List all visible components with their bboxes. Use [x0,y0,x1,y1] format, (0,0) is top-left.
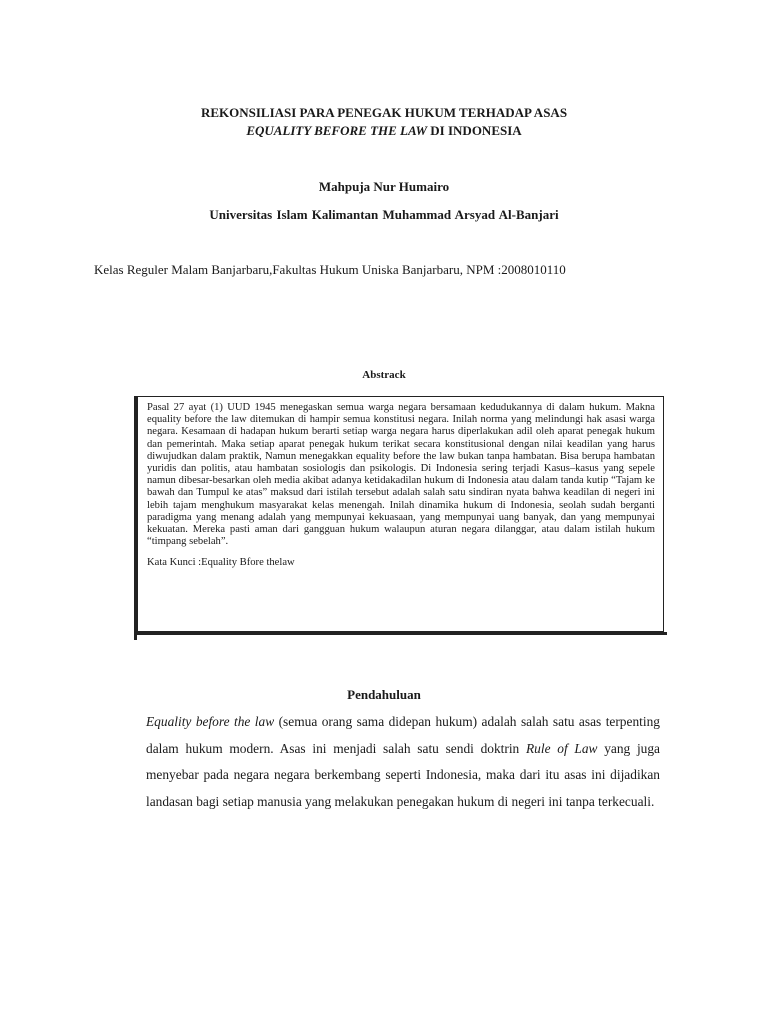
intro-italic-mid: Rule of Law [525,740,598,756]
paper-title-line1: REKONSILIASI PARA PENEGAK HUKUM TERHADAP ASAS [200,105,568,120]
paper-title-line2 [0,123,768,139]
abstract-heading: Abstrack [362,369,406,381]
introduction-paragraph [146,709,660,815]
author-affiliation: Universitas Islam Kalimantan Muhammad Arsyad Al-Banjari [209,207,559,222]
author-name: Mahpuja Nur Humairo [318,179,450,194]
intro-italic-start: Equality before the law [146,714,275,729]
title-italic-phrase: EQUALITY BEFORE THE LAW [246,123,428,138]
abstract-box [137,396,664,632]
intro-text-2: yang juga menyebar pada negara negara berkembang seperti Indonesia, maka dari itu asas ini dijadikan landasan bagi setiap manusia yang melakukan penegakan hukum di negeri ini tanpa terkecuali. [146,740,660,809]
abstract-shadow-bottom [134,632,667,635]
section-heading-introduction: Pendahuluan [347,687,421,702]
abstract-text: Pasal 27 ayat (1) UUD 1945 menegaskan semua warga negara bersamaan kedudukannya di dalam hukum. Makna equality before the law ditemukan di hampir semua konstitusi negara. Inilah norma yang melindungi hak asasi warga negara. Kesamaan di hadapan hukum berarti setiap warga negara harus diperlakukan adil oleh aparat penegak hukum dan pemerintah. Maka setiap aparat penegak hukum terikat secara konstitusional dengan nilai keadilan yang harus diwujudkan dalam praktik, Namun menegakkan equality before the law bukan tanpa hambatan. Bisa berupa hambatan yuridis dan politis, atau hambatan sosiologis dan psikologis. Di Indonesia sering terjadi Kasus–kasus yang sepele namun dibesar-besarkan oleh media akibat adanya ketidakadilan hukum di Indonesia atau dalam tanda kutip “Tajam ke bawah dan Tumpul ke atas” maksud dari istilah tersebut adalah salah satu sindiran nyata bahwa keadilan di negeri ini lebih tajam menghukum masyarakat kelas menengah. Inilah dinamika hukum di Indonesia, seolah sudah berganti paradigma yang menang adalah yang mempunyai kekuasaan, yang mempunyai uang banyak, dan yang mempunyai kekuatan. Mereka pasti aman dari gangguan hukum walaupun aturan negara dilanggar, atau dalam istilah hukum “timpang sebelah”. [147,402,655,548]
title-rest: DI INDONESIA [427,123,522,138]
abstract-keywords: Kata Kunci :Equality Bfore thelaw [147,557,295,569]
class-info: Kelas Reguler Malam Banjarbaru,Fakultas Hukum Uniska Banjarbaru, NPM :2008010110 [94,262,566,277]
intro-text-1: (semua orang sama didepan hukum) adalah salah satu asas terpenting dalam hukum modern. Asas ini menjadi salah satu sendi doktrin [146,714,660,756]
